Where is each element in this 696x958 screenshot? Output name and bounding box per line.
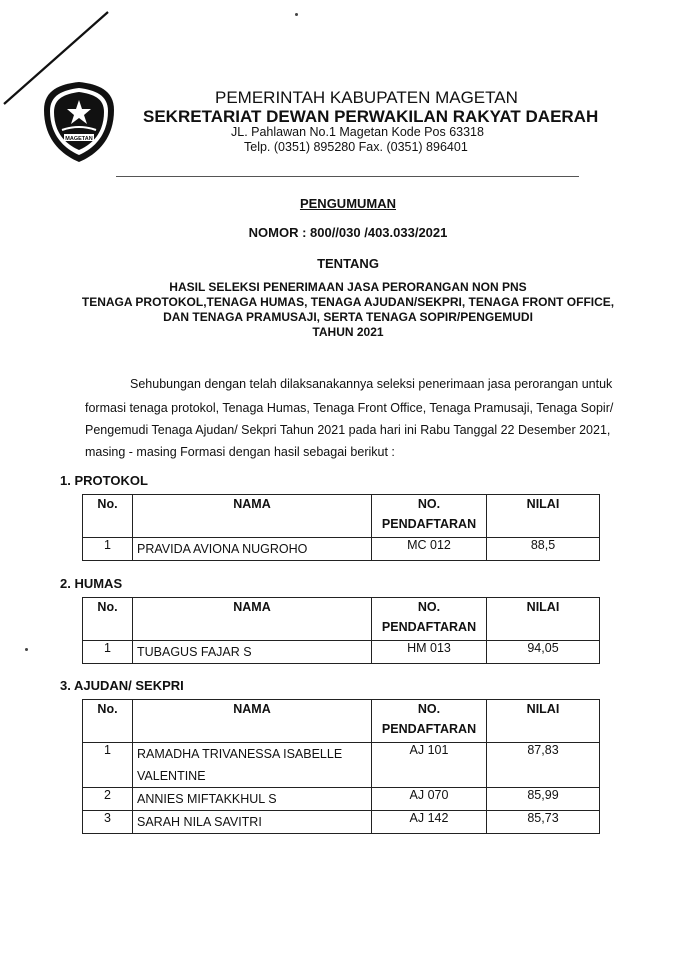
header-office-name: SEKRETARIAT DEWAN PERWAKILAN RAKYAT DAERAH xyxy=(143,107,599,126)
col-header-reg-line1: NO. xyxy=(417,497,441,511)
col-header-reg-line2: PENDAFTARAN xyxy=(381,722,477,736)
cell-nilai: 94,05 xyxy=(487,641,600,664)
document-title: PENGUMUMAN xyxy=(299,196,397,211)
subject-line: TAHUN 2021 xyxy=(312,325,384,339)
col-header-nama: NAMA xyxy=(133,495,372,538)
cell-nilai: 87,83 xyxy=(487,743,600,788)
table-header-row xyxy=(83,598,600,641)
col-header-registration xyxy=(372,495,487,538)
results-table-humas xyxy=(82,597,600,664)
section-heading-ajudan-sekpri: 3. AJUDAN/ SEKPRI xyxy=(60,678,184,693)
cell-registration: AJ 101 xyxy=(372,743,487,788)
cell-registration: AJ 142 xyxy=(372,811,487,834)
cell-nilai: 85,73 xyxy=(487,811,600,834)
cell-nama: SARAH NILA SAVITRI xyxy=(133,811,372,834)
col-header-reg-line2: PENDAFTARAN xyxy=(381,517,477,531)
scan-speck xyxy=(295,13,298,16)
intro-paragraph-line: formasi tenaga protokol, Tenaga Humas, Tenaga Front Office, Tenaga Pramusaji, Tenaga Sopir/ xyxy=(85,401,614,415)
cell-nilai: 85,99 xyxy=(487,788,600,811)
header-divider xyxy=(116,176,579,177)
col-header-nama: NAMA xyxy=(133,598,372,641)
table-header-row xyxy=(83,700,600,743)
col-header-nilai: NILAI xyxy=(487,598,600,641)
col-header-registration xyxy=(372,700,487,743)
cell-no: 1 xyxy=(83,641,133,664)
col-header-nilai: NILAI xyxy=(487,700,600,743)
logo-lettering: MAGETAN xyxy=(65,136,93,142)
cell-registration: HM 013 xyxy=(372,641,487,664)
col-header-nama: NAMA xyxy=(133,700,372,743)
table-row xyxy=(83,743,600,788)
document-about-label: TENTANG xyxy=(317,256,379,271)
col-header-reg-line1: NO. xyxy=(417,702,441,716)
cell-registration: AJ 070 xyxy=(372,788,487,811)
intro-paragraph-line: masing - masing Formasi dengan hasil sebagai berikut : xyxy=(85,445,395,459)
cell-no: 3 xyxy=(83,811,133,834)
section-heading-humas: 2. HUMAS xyxy=(60,576,123,591)
table-header-row xyxy=(83,495,600,538)
results-table-ajudan-sekpri xyxy=(82,699,600,834)
document-number: NOMOR : 800//030 /403.033/2021 xyxy=(248,225,448,240)
header-phone: Telp. (0351) 895280 Fax. (0351) 896401 xyxy=(244,140,468,154)
intro-paragraph-line: Sehubungan dengan telah dilaksanakannya seleksi penerimaan jasa perorangan untuk xyxy=(130,377,613,391)
cell-nama: TUBAGUS FAJAR S xyxy=(133,641,372,664)
cell-registration: MC 012 xyxy=(372,538,487,561)
subject-line: HASIL SELEKSI PENERIMAAN JASA PERORANGAN NON PNS xyxy=(169,280,527,294)
col-header-no: No. xyxy=(83,700,133,743)
subject-line: TENAGA PROTOKOL,TENAGA HUMAS, TENAGA AJUDAN/SEKPRI, TENAGA FRONT OFFICE, xyxy=(81,295,615,309)
table-row xyxy=(83,811,600,834)
col-header-reg-line1: NO. xyxy=(417,600,441,614)
cell-nama: ANNIES MIFTAKKHUL S xyxy=(133,788,372,811)
table-row xyxy=(83,538,600,561)
cell-nama: RAMADHA TRIVANESSA ISABELLE VALENTINE xyxy=(133,743,372,788)
table-row xyxy=(83,641,600,664)
col-header-registration xyxy=(372,598,487,641)
cell-nilai: 88,5 xyxy=(487,538,600,561)
header-address: JL. Pahlawan No.1 Magetan Kode Pos 63318 xyxy=(231,125,484,139)
col-header-no: No. xyxy=(83,598,133,641)
header-government-name: PEMERINTAH KABUPATEN MAGETAN xyxy=(215,88,518,107)
scan-speck xyxy=(25,648,28,651)
cell-no: 1 xyxy=(83,538,133,561)
cell-nama: PRAVIDA AVIONA NUGROHO xyxy=(133,538,372,561)
cell-no: 1 xyxy=(83,743,133,788)
magetan-emblem-logo xyxy=(40,80,118,164)
results-table-protokol xyxy=(82,494,600,561)
subject-line: DAN TENAGA PRAMUSAJI, SERTA TENAGA SOPIR/PENGEMUDI xyxy=(163,310,533,324)
col-header-no: No. xyxy=(83,495,133,538)
col-header-nilai: NILAI xyxy=(487,495,600,538)
col-header-reg-line2: PENDAFTARAN xyxy=(381,620,477,634)
cell-no: 2 xyxy=(83,788,133,811)
table-row xyxy=(83,788,600,811)
intro-paragraph-line: Pengemudi Tenaga Ajudan/ Sekpri Tahun 2021 pada hari ini Rabu Tanggal 22 Desember 2021, xyxy=(85,423,611,437)
section-heading-protokol: 1. PROTOKOL xyxy=(60,473,148,488)
